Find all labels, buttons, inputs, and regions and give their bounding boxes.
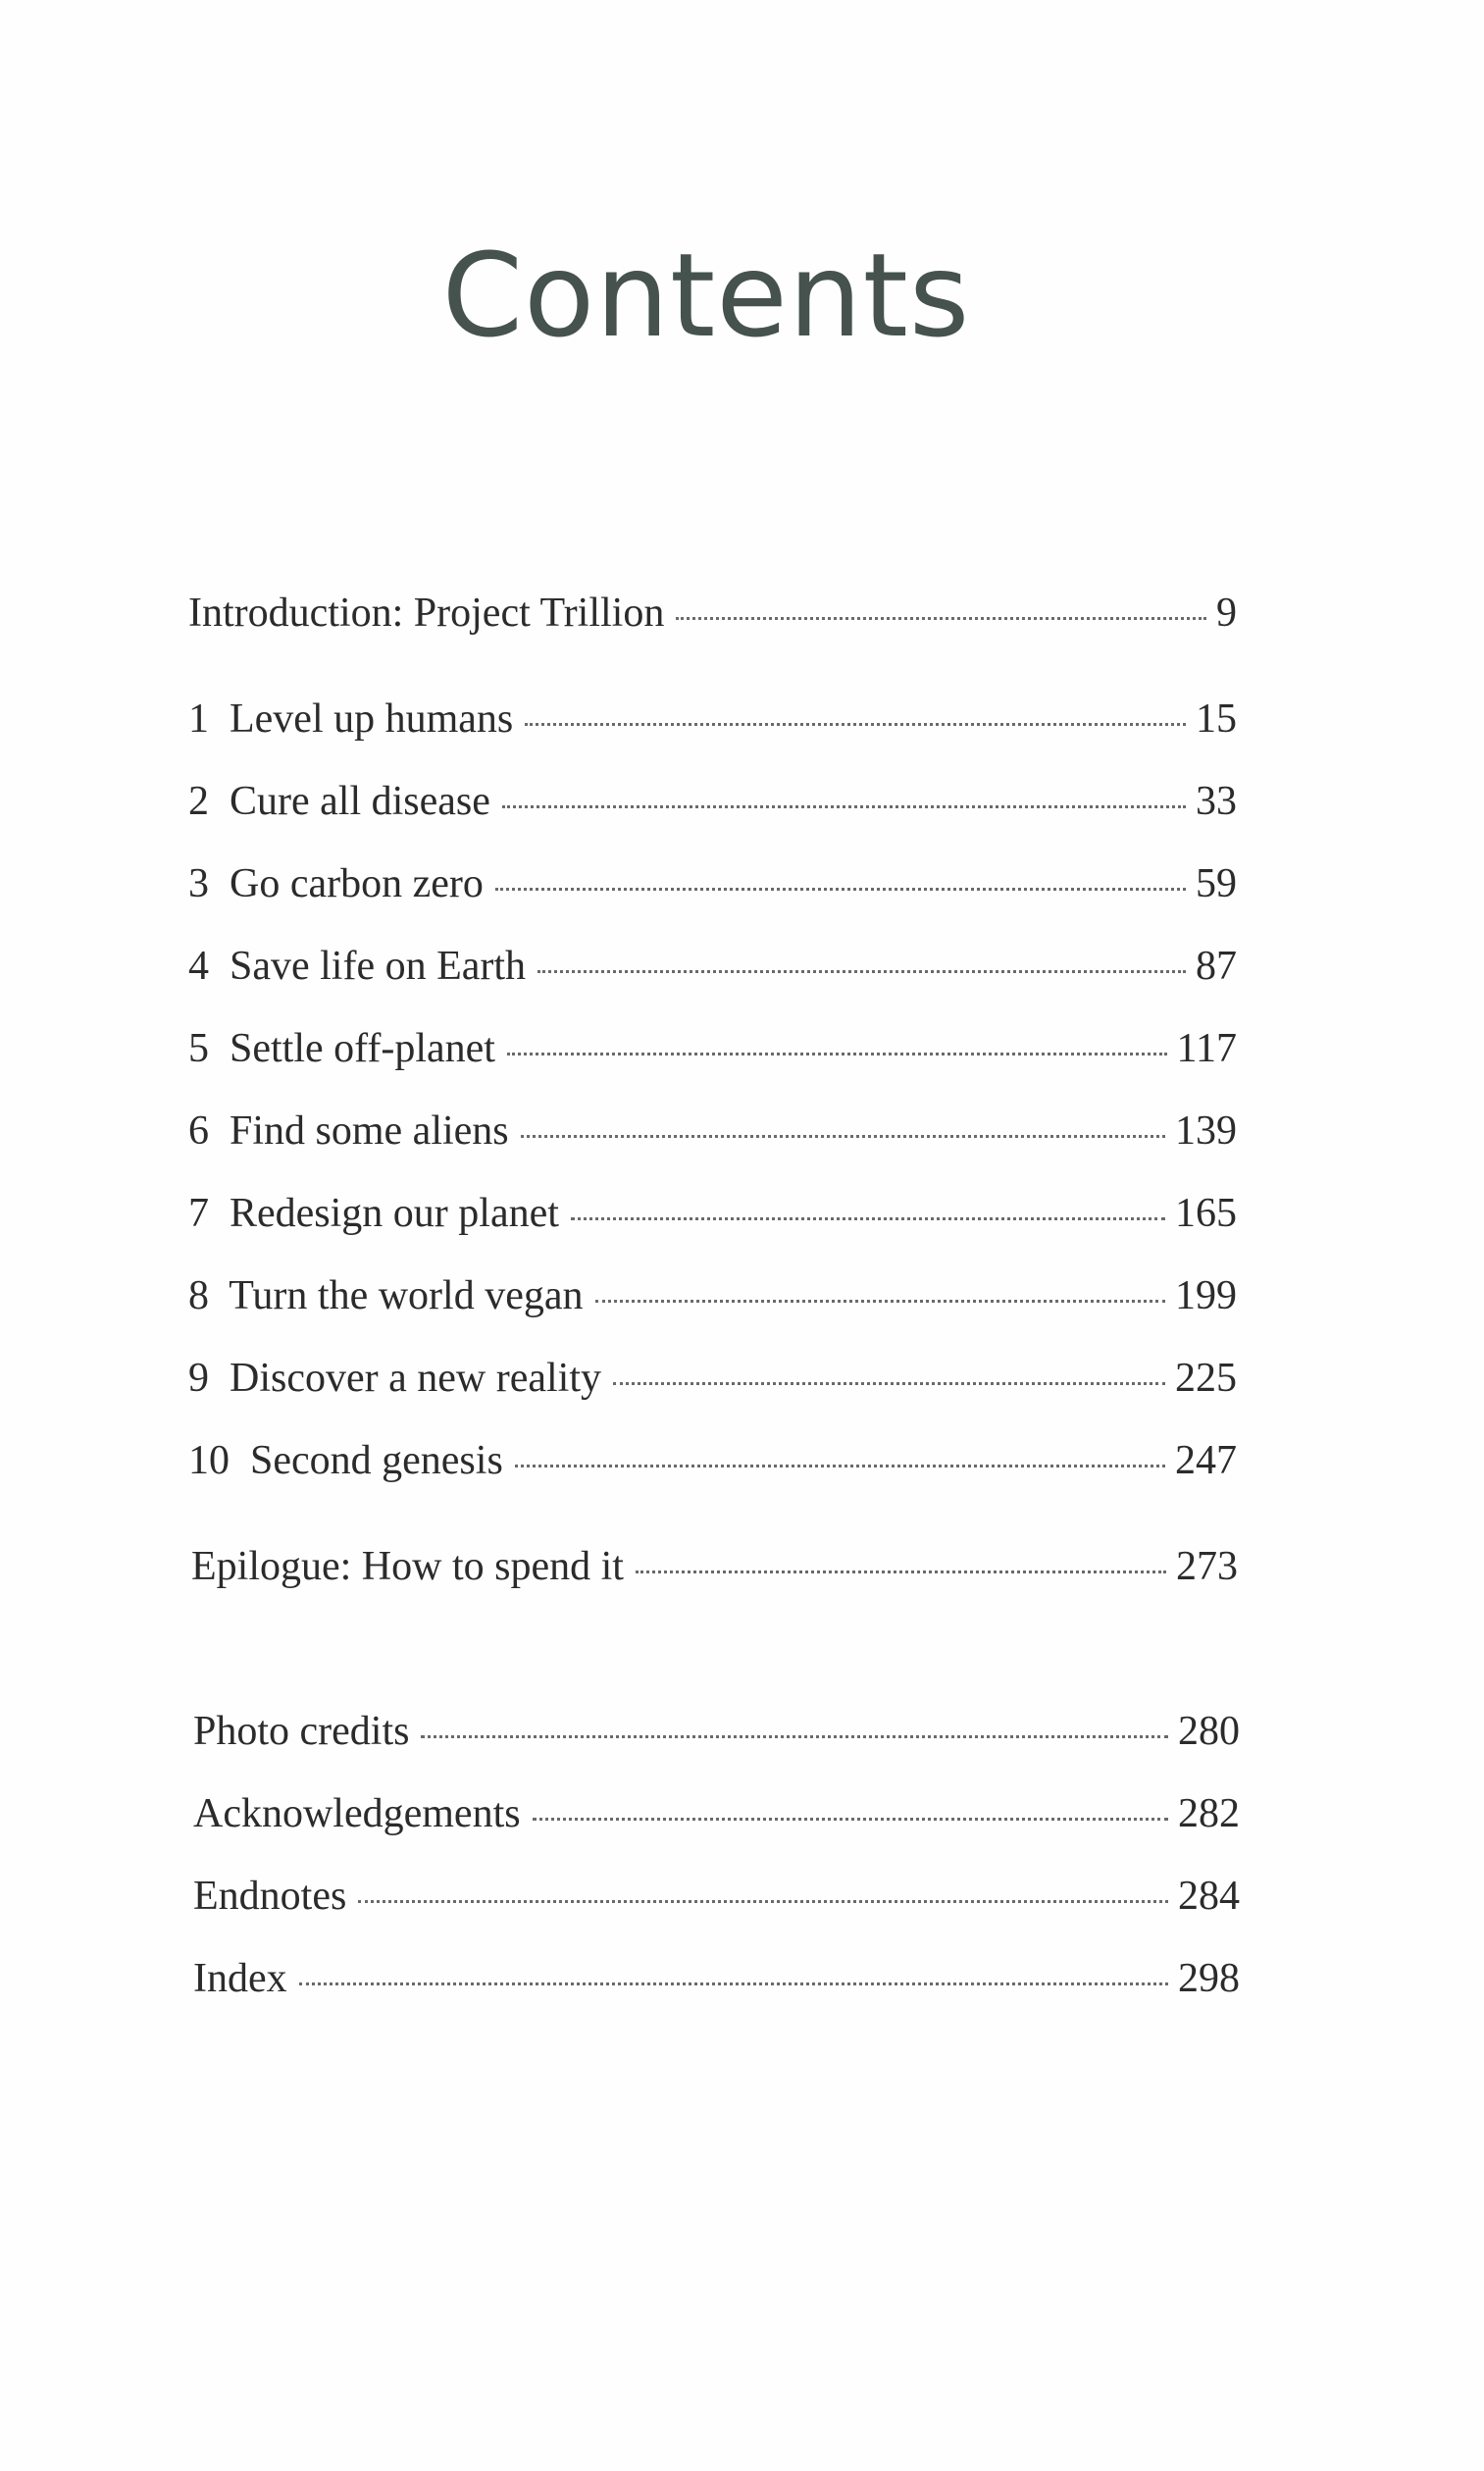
toc-page-number: 225 — [1175, 1356, 1237, 1401]
toc-entry-chapter-3 — [188, 863, 1237, 904]
toc-entry-chapter-5 — [188, 1028, 1237, 1069]
toc-page-number: 165 — [1175, 1191, 1237, 1236]
dot-leader — [515, 1465, 1165, 1467]
toc-entry-chapter-8 — [188, 1275, 1237, 1316]
dot-leader — [299, 1982, 1168, 1985]
toc-entry-chapter-10 — [188, 1440, 1237, 1481]
toc-entry-label: 9 Discover a new reality — [188, 1356, 602, 1401]
dot-leader — [613, 1382, 1165, 1385]
toc-page-number: 87 — [1196, 944, 1237, 989]
dot-leader — [521, 1135, 1165, 1138]
toc-page-number: 280 — [1178, 1709, 1240, 1754]
toc-page-number: 59 — [1196, 861, 1237, 906]
toc-entry-label: Endnotes — [193, 1874, 347, 1919]
dot-leader — [525, 723, 1186, 726]
toc-entry-endnotes — [193, 1876, 1240, 1917]
toc-entry-acknowledgements — [193, 1793, 1240, 1834]
toc-entry-chapter-7 — [188, 1193, 1237, 1234]
dot-leader — [537, 970, 1186, 973]
toc-page-number: 284 — [1178, 1874, 1240, 1919]
dot-leader — [507, 1053, 1167, 1055]
toc-entry-chapter-1 — [188, 698, 1237, 740]
toc-entry-label: 10 Second genesis — [188, 1438, 503, 1483]
toc-entry-label: Index — [193, 1956, 287, 2001]
toc-page-number: 117 — [1176, 1026, 1237, 1071]
dot-leader — [502, 805, 1186, 808]
dot-leader — [595, 1300, 1166, 1303]
page-title: Contents — [441, 228, 971, 363]
toc-entry-label: 6 Find some aliens — [188, 1108, 509, 1154]
toc-entry-chapter-4 — [188, 946, 1237, 987]
toc-entry-label: Introduction: Project Trillion — [188, 591, 665, 636]
toc-page-number: 9 — [1216, 591, 1237, 636]
toc-entry-epilogue — [191, 1546, 1238, 1587]
toc-entry-label: 7 Redesign our planet — [188, 1191, 559, 1236]
toc-entry-label: 3 Go carbon zero — [188, 861, 484, 906]
dot-leader — [571, 1217, 1165, 1220]
toc-entry-chapter-9 — [188, 1358, 1237, 1399]
toc-entry-label: 8 Turn the world vegan — [188, 1273, 584, 1318]
toc-entry-photo-credits — [193, 1711, 1240, 1752]
toc-page-number: 273 — [1176, 1544, 1238, 1589]
toc-entry-label: Acknowledgements — [193, 1791, 521, 1836]
dot-leader — [358, 1900, 1168, 1903]
toc-entry-label: Photo credits — [193, 1709, 410, 1754]
toc-page-number: 298 — [1178, 1956, 1240, 2001]
dot-leader — [676, 617, 1206, 620]
dot-leader — [495, 888, 1186, 891]
toc-entry-label: Epilogue: How to spend it — [191, 1544, 624, 1589]
toc-page-number: 282 — [1178, 1791, 1240, 1836]
toc-entry-chapter-6 — [188, 1110, 1237, 1152]
toc-entry-label: 1 Level up humans — [188, 696, 514, 742]
toc-page-number: 15 — [1196, 696, 1237, 742]
toc-entry-label: 5 Settle off-planet — [188, 1026, 495, 1071]
toc-page-number: 33 — [1196, 779, 1237, 824]
toc-page-number: 247 — [1175, 1438, 1237, 1483]
toc-entry-chapter-2 — [188, 781, 1237, 822]
toc-entry-introduction — [188, 592, 1237, 634]
dot-leader — [636, 1570, 1166, 1573]
toc-entry-index — [193, 1958, 1240, 1999]
toc-page-number: 139 — [1175, 1108, 1237, 1154]
dot-leader — [421, 1735, 1168, 1738]
dot-leader — [533, 1818, 1168, 1821]
toc-page-number: 199 — [1175, 1273, 1237, 1318]
toc-entry-label: 4 Save life on Earth — [188, 944, 527, 989]
toc-entry-label: 2 Cure all disease — [188, 779, 490, 824]
